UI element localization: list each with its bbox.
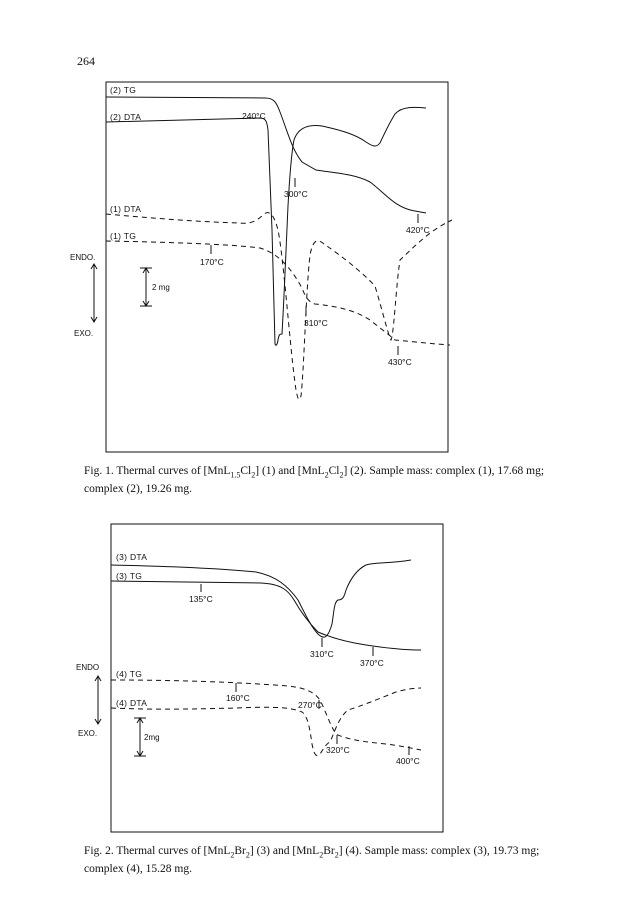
fig2-scale-label: 2mg [144, 733, 160, 742]
fig1-frame [106, 82, 448, 452]
fig1-temp-240: 240°C [242, 111, 266, 121]
fig1-label-tg2: (2) TG [110, 85, 137, 95]
fig1-curve-tg2 [106, 97, 426, 213]
fig1-scale-label: 2 mg [152, 283, 170, 292]
fig2-label-tg4: (4) TG [116, 669, 143, 679]
fig2-curve-tg3 [111, 581, 421, 650]
fig2-temp-160: 160°C [226, 693, 250, 703]
fig2-temp-135: 135°C [189, 594, 213, 604]
fig1-endo-label: ENDO. [70, 253, 96, 262]
fig1-curve-dta2 [106, 107, 426, 345]
fig1-temp-420: 420°C [406, 225, 430, 235]
fig1-label-dta2: (2) DTA [110, 112, 142, 122]
figure-2-caption: Fig. 2. Thermal curves of $[MnL_2Br_2]$ (3) and $[MnL_2Br_2]$ (4). Sample mass: complex (3), 19.73 mg; complex (4), 15.28 mg. [84, 845, 540, 876]
figure-2 [76, 520, 476, 840]
fig2-temp-270: 270°C [298, 700, 322, 710]
figure-1-caption: Fig. 1. Thermal curves of $[MnL_{1.5}Cl_2]$ (1) and $[MnL_2Cl_2]$ (2). Sample mass: complex (1), 17.68 mg; complex (2), 19.26 mg. [84, 465, 545, 496]
fig2-endo-label: ENDO [76, 663, 100, 672]
fig2-curve-dta4 [111, 688, 421, 756]
fig2-exo-label: EXO. [78, 729, 98, 738]
fig1-curve-tg1 [106, 241, 450, 345]
fig2-frame [111, 524, 443, 832]
fig2-label-dta3: (3) DTA [116, 552, 148, 562]
fig2-label-dta4: (4) DTA [116, 698, 148, 708]
fig1-temp-310: 310°C [304, 318, 328, 328]
fig2-curve-dta3 [111, 560, 411, 637]
fig1-label-tg1: (1) TG [110, 231, 137, 241]
fig1-exo-label: EXO. [74, 329, 94, 338]
fig2-temp-370: 370°C [360, 658, 384, 668]
fig2-temp-400: 400°C [396, 756, 420, 766]
page-number: 264 [77, 54, 95, 68]
fig1-temp-300: 300°C [284, 189, 308, 199]
fig1-curve-dta1 [106, 213, 452, 400]
fig1-temp-430: 430°C [388, 357, 412, 367]
figure-1 [70, 70, 470, 470]
fig2-label-tg3: (3) TG [116, 571, 143, 581]
fig1-label-dta1: (1) DTA [110, 204, 142, 214]
fig2-temp-320: 320°C [326, 745, 350, 755]
fig1-temp-170: 170°C [200, 257, 224, 267]
fig2-temp-310: 310°C [310, 649, 334, 659]
